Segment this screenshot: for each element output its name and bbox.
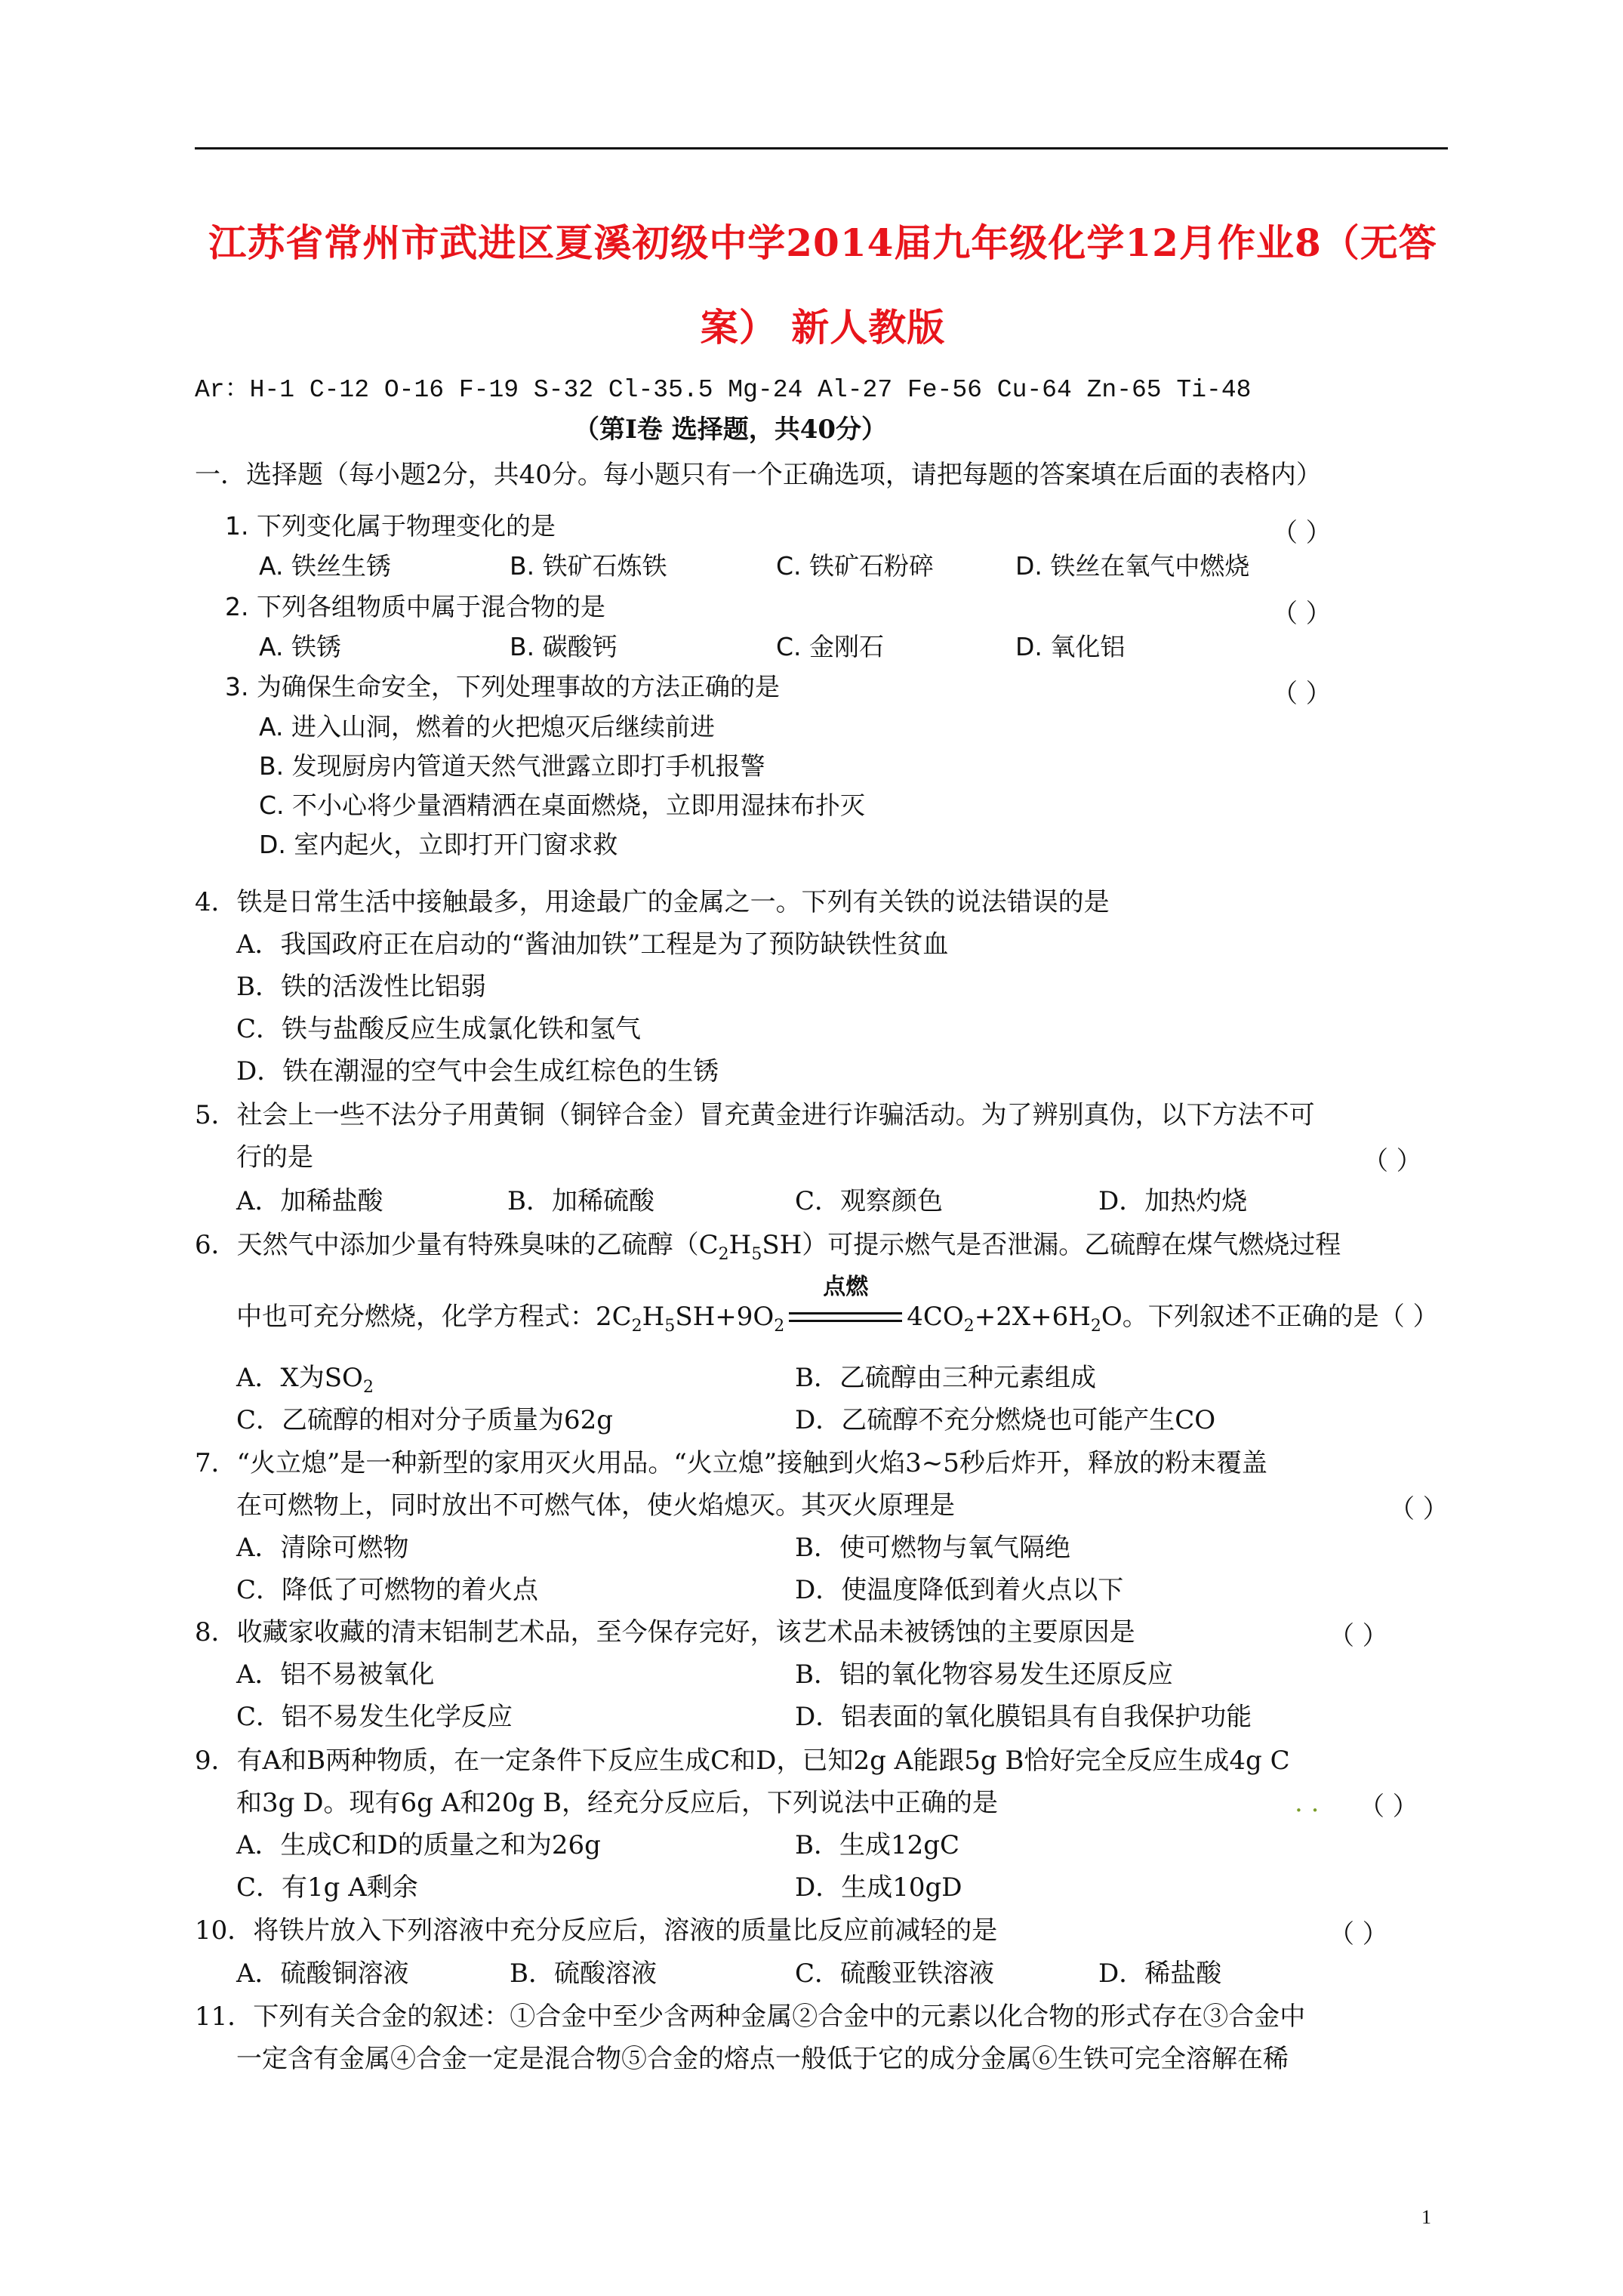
question-3-option-c: C. 不小心将少量酒精洒在桌面燃烧，立即用湿抹布扑灭 [259, 791, 866, 820]
document-title-line1: 江苏省常州市武进区夏溪初级中学2014届九年级化学12月作业8（无答 [208, 220, 1437, 265]
question-10-option-b: B．硫酸溶液 [510, 1959, 657, 1989]
question-3-option-d: D. 室内起火，立即打开门窗求救 [259, 830, 618, 859]
reaction-condition: 点燃 [823, 1274, 869, 1300]
question-5-option-c: C．观察颜色 [795, 1186, 944, 1216]
question-5-answer-blank: （ ） [1363, 1146, 1422, 1176]
question-2-option-a: A. 铁锈 [259, 632, 341, 661]
question-7-stem-line2: 在可燃物上，同时放出不可燃气体，使火焰熄灭。其灭火原理是 [236, 1490, 955, 1521]
question-7-stem-line1: 7．“火立熄”是一种新型的家用灭火用品。“火立熄”接触到火焰3~5秒后炸开，释放的粉末覆盖 [195, 1448, 1267, 1478]
question-8-option-b: B．铝的氧化物容易发生还原反应 [795, 1660, 1173, 1690]
ethanethiol-formula: $_2H_5SH$ [718, 1230, 802, 1264]
question-5-stem-line1: 5．社会上一些不法分子用黄铜（铜锌合金）冒充黄金进行诈骗活动。为了辨别真伪，以下方法不可 [195, 1100, 1315, 1130]
question-4-option-d: D．铁在潮湿的空气中会生成红棕色的生锈 [236, 1056, 719, 1086]
question-10-answer-blank: （ ） [1329, 1919, 1388, 1949]
question-11-stem-line1: 11．下列有关合金的叙述：①合金中至少含两种金属②合金中的元素以化合物的形式存在③合金中 [195, 2002, 1306, 2032]
question-1-answer-blank: （ ） [1272, 518, 1332, 548]
equation-products: $4CO_2+2X+6H_2O$ [907, 1302, 1123, 1336]
question-6-stem-line2 [236, 1274, 1439, 1336]
question-10-option-d: D．稀盐酸 [1098, 1959, 1222, 1989]
header-rule [195, 147, 1448, 149]
question-9-option-c: C．有1g A剩余 [236, 1872, 418, 1903]
question-4-stem: 4．铁是日常生活中接触最多，用途最广的金属之一。下列有关铁的说法错误的是 [195, 887, 1110, 917]
volume-heading: （第Ⅰ卷 选择题，共40分） [574, 415, 888, 445]
question-6-option-b: B．乙硫醇由三种元素组成 [795, 1363, 1096, 1393]
question-8-option-d: D．铝表面的氧化膜铝具有自我保护功能 [795, 1702, 1252, 1732]
question-6-stem-line1-pre: 6．天然气中添加少量有特殊臭味的乙硫醇（C [195, 1230, 719, 1260]
question-7-answer-blank: （ ） [1389, 1494, 1449, 1524]
question-8-answer-blank: （ ） [1329, 1621, 1388, 1651]
reaction-arrow [789, 1274, 902, 1333]
question-6-option-d: D．乙硫醇不充分燃烧也可能产生CO [795, 1405, 1216, 1435]
question-8-option-a: A．铝不易被氧化 [236, 1660, 435, 1690]
question-7-option-b: B．使可燃物与氧气隔绝 [795, 1533, 1070, 1563]
section-heading: 一．选择题（每小题2分，共40分。每小题只有一个正确选项，请把每题的答案填在后面的表格内） [195, 460, 1322, 490]
question-3-option-a: A. 进入山洞，燃着的火把熄灭后继续前进 [259, 712, 715, 741]
question-9-stem-line2: 和3g D。现有6g A和20g B，经充分反应后，下列说法中正确的是 [236, 1788, 999, 1818]
question-3-stem: 3. 为确保生命安全，下列处理事故的方法正确的是 [225, 672, 780, 701]
equation-reactants: $2C_2H_5SH+9O_2$ [596, 1302, 785, 1336]
question-1-option-b: B. 铁矿石炼铁 [510, 551, 667, 581]
question-9-option-a: A．生成C和D的质量之和为26g [236, 1830, 601, 1860]
question-10-option-a: A．硫酸铜溶液 [236, 1959, 409, 1989]
question-9-dots: . . [1295, 1788, 1320, 1818]
document-title-line2: 案） 新人教版 [700, 305, 946, 350]
page-number: 1 [1421, 2206, 1431, 2228]
question-9-option-d: D．生成10gD [795, 1872, 962, 1903]
question-6-option-c: C．乙硫醇的相对分子质量为62g [236, 1405, 614, 1435]
question-6-stem-line2-pre: 中也可充分燃烧，化学方程式： [236, 1302, 596, 1332]
question-6-stem-line1 [195, 1232, 1341, 1263]
question-2-answer-blank: （ ） [1272, 599, 1332, 629]
question-1-option-d: D. 铁丝在氧气中燃烧 [1015, 551, 1250, 581]
question-10-option-c: C．硫酸亚铁溶液 [795, 1959, 995, 1989]
question-2-option-c: C. 金刚石 [776, 632, 885, 661]
question-1-option-a: A. 铁丝生锈 [259, 551, 391, 581]
question-5-option-a: A．加稀盐酸 [236, 1186, 383, 1216]
question-4-option-b: B．铁的活泼性比铝弱 [236, 972, 486, 1002]
question-5-option-b: B．加稀硫酸 [507, 1186, 654, 1216]
question-3-answer-blank: （ ） [1272, 679, 1332, 709]
question-2-stem: 2. 下列各组物质中属于混合物的是 [225, 592, 605, 621]
question-5-stem-line2: 行的是 [236, 1142, 313, 1173]
atomic-masses: Ar：H-1 C-12 O-16 F-19 S-32 Cl-35.5 Mg-24 Al-27 Fe-56 Cu-64 Zn-65 Ti-48 [195, 376, 1252, 404]
question-4-option-c: C．铁与盐酸反应生成氯化铁和氢气 [236, 1014, 642, 1044]
question-2-option-b: B. 碳酸钙 [510, 632, 617, 661]
question-1-stem: 1. 下列变化属于物理变化的是 [225, 511, 556, 541]
question-9-answer-blank: （ ） [1359, 1792, 1418, 1822]
question-11-stem-line2: 一定含有金属④合金一定是混合物⑤合金的熔点一般低于它的成分金属⑥生铁可完全溶解在稀 [236, 2044, 1289, 2074]
question-5-option-d: D．加热灼烧 [1098, 1186, 1248, 1216]
question-9-stem-line1: 9．有A和B两种物质，在一定条件下反应生成C和D，已知2g A能跟5g B恰好完全反应生成4g C [195, 1746, 1290, 1776]
question-6-stem-line2-post: 。下列叙述不正确的是（ ） [1122, 1302, 1439, 1332]
question-2-option-d: D. 氧化铝 [1015, 632, 1126, 661]
question-8-stem: 8．收藏家收藏的清末铝制艺术品，至今保存完好，该艺术品未被锈蚀的主要原因是 [195, 1617, 1135, 1647]
question-6-stem-line1-post: ）可提示燃气是否泄漏。乙硫醇在煤气燃烧过程 [802, 1230, 1341, 1260]
question-7-option-d: D．使温度降低到着火点以下 [795, 1575, 1124, 1605]
question-1-option-c: C. 铁矿石粉碎 [776, 551, 935, 581]
question-9-option-b: B．生成12gC [795, 1830, 960, 1860]
question-6-option-a-text: A．X为SO [236, 1363, 363, 1393]
question-10-stem: 10．将铁片放入下列溶液中充分反应后，溶液的质量比反应前减轻的是 [195, 1915, 998, 1946]
question-8-option-c: C．铝不易发生化学反应 [236, 1702, 513, 1732]
question-7-option-a: A．清除可燃物 [236, 1533, 409, 1563]
question-7-option-c: C．降低了可燃物的着火点 [236, 1575, 539, 1605]
question-6-option-a: A．X为$SO_2$ [236, 1363, 374, 1397]
question-3-option-b: B. 发现厨房内管道天然气泄露立即打手机报警 [259, 751, 765, 781]
question-4-option-a: A．我国政府正在启动的“酱油加铁”工程是为了预防缺铁性贫血 [236, 929, 949, 960]
